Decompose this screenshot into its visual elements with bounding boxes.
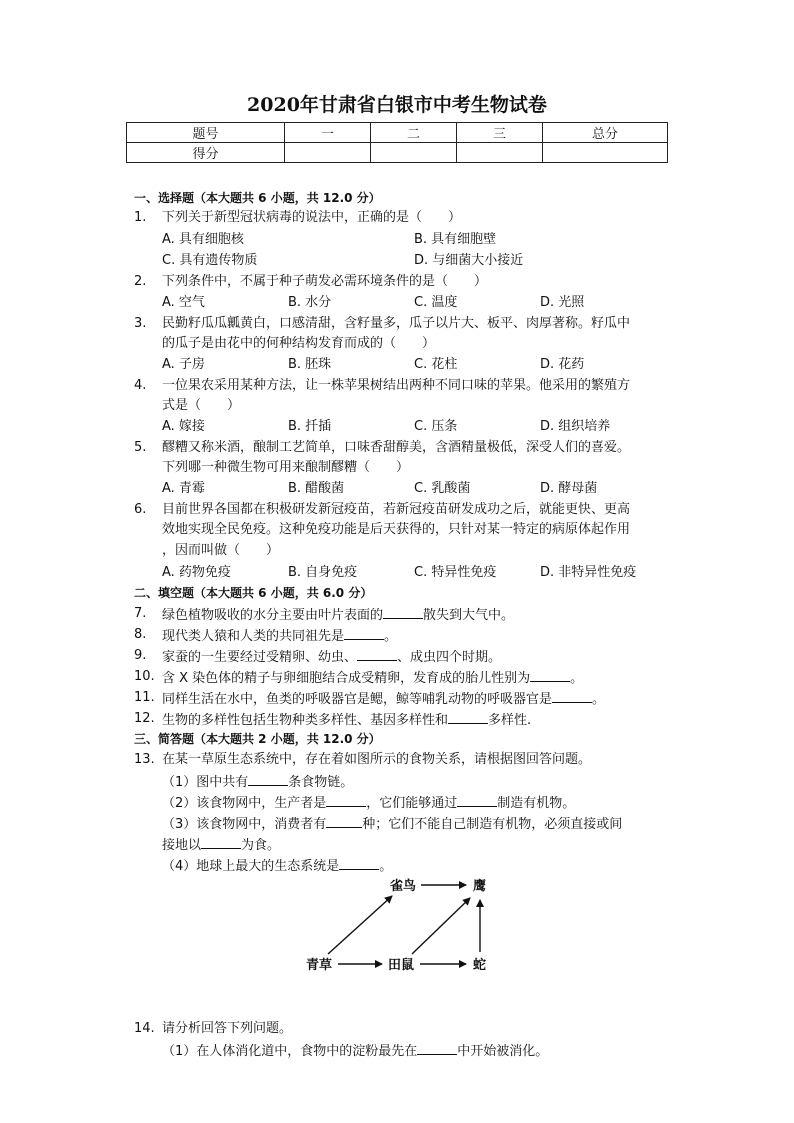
- text-before-blank: （1）图中共有: [162, 775, 249, 790]
- section-heading-short-answer: 三、简答题（本大题共 2 小题，共 12.0 分）: [134, 732, 381, 746]
- option-a: A. 药物免疫: [162, 565, 231, 580]
- option-c: C. 特异性免疫: [414, 565, 497, 580]
- answer-blank: [552, 688, 592, 703]
- question-text: 在某一草原生态系统中，存在着如图所示的食物关系，请根据图回答问题。: [162, 752, 592, 767]
- text-after-blank: 条食物链。: [288, 775, 354, 790]
- question-text: 一位果农采用某种方法，让一株苹果树结出两种不同口味的苹果。他采用的繁殖方: [162, 378, 631, 393]
- text-before-blank: 绿色植物吸收的水分主要由叶片表面的: [162, 608, 384, 623]
- score-table-score-row: [127, 143, 668, 163]
- question-number: 11.: [134, 690, 155, 705]
- option-a: A. 具有细胞核: [162, 232, 244, 247]
- question-number: 5.: [134, 440, 147, 455]
- question-number: 14.: [134, 1021, 155, 1036]
- text-after-blank: 。: [384, 629, 398, 644]
- text-after-blank: 。: [570, 671, 584, 686]
- score-input-1: [285, 143, 371, 163]
- sub-question-2: [162, 792, 575, 814]
- answer-blank: [383, 604, 423, 619]
- question-text: [162, 667, 583, 689]
- text-after-blank: 散失到大气中。: [423, 608, 515, 623]
- score-cell-2: 二: [371, 123, 457, 143]
- question-text: [162, 709, 531, 731]
- node-grass: 青草: [306, 958, 333, 973]
- answer-blank: [530, 667, 570, 682]
- answer-blank: [417, 1040, 457, 1055]
- question-text: 下列关于新型冠状病毒的说法中，正确的是（ ）: [162, 210, 462, 225]
- option-d: D. 组织培养: [540, 419, 611, 434]
- option-c: C. 压条: [414, 419, 458, 434]
- score-input-3: [457, 143, 543, 163]
- score-input-2: [371, 143, 457, 163]
- text-after-blank: 。: [379, 859, 393, 874]
- text-before-blank: 接地以: [162, 838, 202, 853]
- answer-blank: [457, 792, 497, 807]
- text-before-blank: （1）在人体消化道中，食物中的淀粉最先在: [162, 1044, 418, 1059]
- option-d: D. 与细菌大小接近: [414, 253, 524, 268]
- option-b: B. 扦插: [288, 419, 332, 434]
- question-text: 目前世界各国都在积极研发新冠疫苗，若新冠疫苗研发成功之后，就能更快、更高: [162, 502, 631, 517]
- option-b: B. 胚珠: [288, 357, 332, 372]
- question-text-cont: 下列哪一种微生物可用来酿制醪糟（ ）: [162, 460, 410, 475]
- text-after-blank: 。: [592, 692, 606, 707]
- question-number: 8.: [134, 627, 147, 642]
- question-text: [162, 625, 397, 647]
- question-number: 9.: [134, 648, 147, 663]
- option-b: B. 具有细胞壁: [414, 232, 497, 247]
- answer-blank: [344, 625, 384, 640]
- option-a: A. 空气: [162, 295, 205, 310]
- section-heading-choice: 一、选择题（本大题共 6 小题，共 12.0 分）: [134, 191, 381, 205]
- node-eagle: 鹰: [473, 879, 487, 894]
- answer-blank: [357, 646, 397, 661]
- sub-question-1: [162, 771, 353, 793]
- option-d: D. 酵母菌: [540, 481, 598, 496]
- question-text: 民勤籽瓜瓜瓤黄白，口感清甜，含籽量多，瓜子以片大、板平、肉厚著称。籽瓜中: [162, 316, 631, 331]
- sub-question-3: [162, 813, 622, 835]
- score-cell-1: 一: [285, 123, 371, 143]
- answer-blank: [339, 855, 379, 870]
- question-text: 醪糟又称米酒，酿制工艺简单，口味香甜醇美，含酒精量极低，深受人们的喜爱。: [162, 440, 631, 455]
- score-cell-label: 题号: [127, 123, 285, 143]
- option-c: C. 花柱: [414, 357, 458, 372]
- question-number: 6.: [134, 502, 147, 517]
- option-a: A. 嫁接: [162, 419, 205, 434]
- option-d: D. 光照: [540, 295, 585, 310]
- question-text: 下列条件中，不属于种子萌发必需环境条件的是（ ）: [162, 274, 488, 289]
- text-after-blank: 为食。: [241, 838, 281, 853]
- option-b: B. 水分: [288, 295, 332, 310]
- question-text: [162, 688, 605, 710]
- score-row-label: 得分: [127, 143, 285, 163]
- arrow-mouse-eagle: [412, 898, 470, 954]
- option-d: D. 花药: [540, 357, 585, 372]
- option-c: C. 温度: [414, 295, 458, 310]
- text-after-blank: 、成虫四个时期。: [397, 650, 502, 665]
- answer-blank: [248, 771, 288, 786]
- question-text-cont: 的瓜子是由花中的何种结构发育而成的（ ）: [162, 336, 436, 351]
- question-number: 10.: [134, 669, 155, 684]
- score-table: [126, 122, 668, 163]
- question-text-cont: 式是（ ）: [162, 398, 241, 413]
- question-number: 3.: [134, 316, 147, 331]
- question-number: 12.: [134, 711, 155, 726]
- score-table-header-row: [127, 123, 668, 143]
- arrow-grass-bird: [328, 896, 392, 954]
- text-after-blank: 种；它们不能自己制造有机物，必须直接或间: [362, 817, 623, 832]
- node-snake: 蛇: [473, 958, 487, 973]
- food-web-diagram: [290, 872, 520, 982]
- text-before-blank: 含 X 染色体的精子与卵细胞结合成受精卵，发育成的胎儿性别为: [162, 671, 531, 686]
- text-after-blank: 中开始被消化。: [457, 1044, 549, 1059]
- score-cell-3: 三: [457, 123, 543, 143]
- text-after-blank: 制造有机物。: [497, 796, 576, 811]
- option-b: B. 自身免疫: [288, 565, 358, 580]
- node-mouse: 田鼠: [388, 958, 415, 973]
- node-bird: 雀鸟: [390, 879, 417, 894]
- answer-blank: [326, 813, 362, 828]
- text-before-blank: （4）地球上最大的生态系统是: [162, 859, 340, 874]
- text-before-blank: 生物的多样性包括生物种类多样性、基因多样性和: [162, 713, 449, 728]
- text-before-blank: （3）该食物网中，消费者有: [162, 817, 327, 832]
- question-text: [162, 646, 501, 668]
- text-before-blank: 同样生活在水中，鱼类的呼吸器官是鳃，鲸等哺乳动物的呼吸器官是: [162, 692, 553, 707]
- sub-question-3-cont: [162, 834, 280, 856]
- question-number: 1.: [134, 210, 147, 225]
- question-number: 7.: [134, 606, 147, 621]
- text-after-blank: 多样性.: [488, 713, 532, 728]
- score-input-total: [543, 143, 668, 163]
- section-heading-fill: 二、填空题（本大题共 6 小题，共 6.0 分）: [134, 586, 373, 600]
- question-number: 2.: [134, 274, 147, 289]
- text-before-blank: 家蚕的一生要经过受精卵、幼虫、: [162, 650, 358, 665]
- option-a: A. 子房: [162, 357, 205, 372]
- sub-question-1: [162, 1040, 548, 1062]
- option-c: C. 具有遗传物质: [162, 253, 258, 268]
- option-c: C. 乳酸菌: [414, 481, 471, 496]
- answer-blank: [448, 709, 488, 724]
- question-number: 4.: [134, 378, 147, 393]
- answer-blank: [201, 834, 241, 849]
- page-title: 2020年甘肃省白银市中考生物试卷: [247, 94, 547, 116]
- option-d: D. 非特异性免疫: [540, 565, 637, 580]
- question-text: 请分析回答下列问题。: [162, 1021, 293, 1036]
- question-text-cont: 效地实现全民免疫。这种免疫功能是后天获得的，只针对某一特定的病原体起作用: [162, 522, 631, 537]
- question-text-cont: ，因而叫做（ ）: [162, 543, 280, 558]
- score-cell-total: 总分: [543, 123, 668, 143]
- option-a: A. 青霉: [162, 481, 205, 496]
- text-before-blank: （2）该食物网中，生产者是: [162, 796, 327, 811]
- text-middle: ，它们能够通过: [366, 796, 458, 811]
- question-text: [162, 604, 514, 626]
- answer-blank: [326, 792, 366, 807]
- option-b: B. 醋酸菌: [288, 481, 345, 496]
- text-before-blank: 现代类人猿和人类的共同祖先是: [162, 629, 345, 644]
- question-number: 13.: [134, 752, 155, 767]
